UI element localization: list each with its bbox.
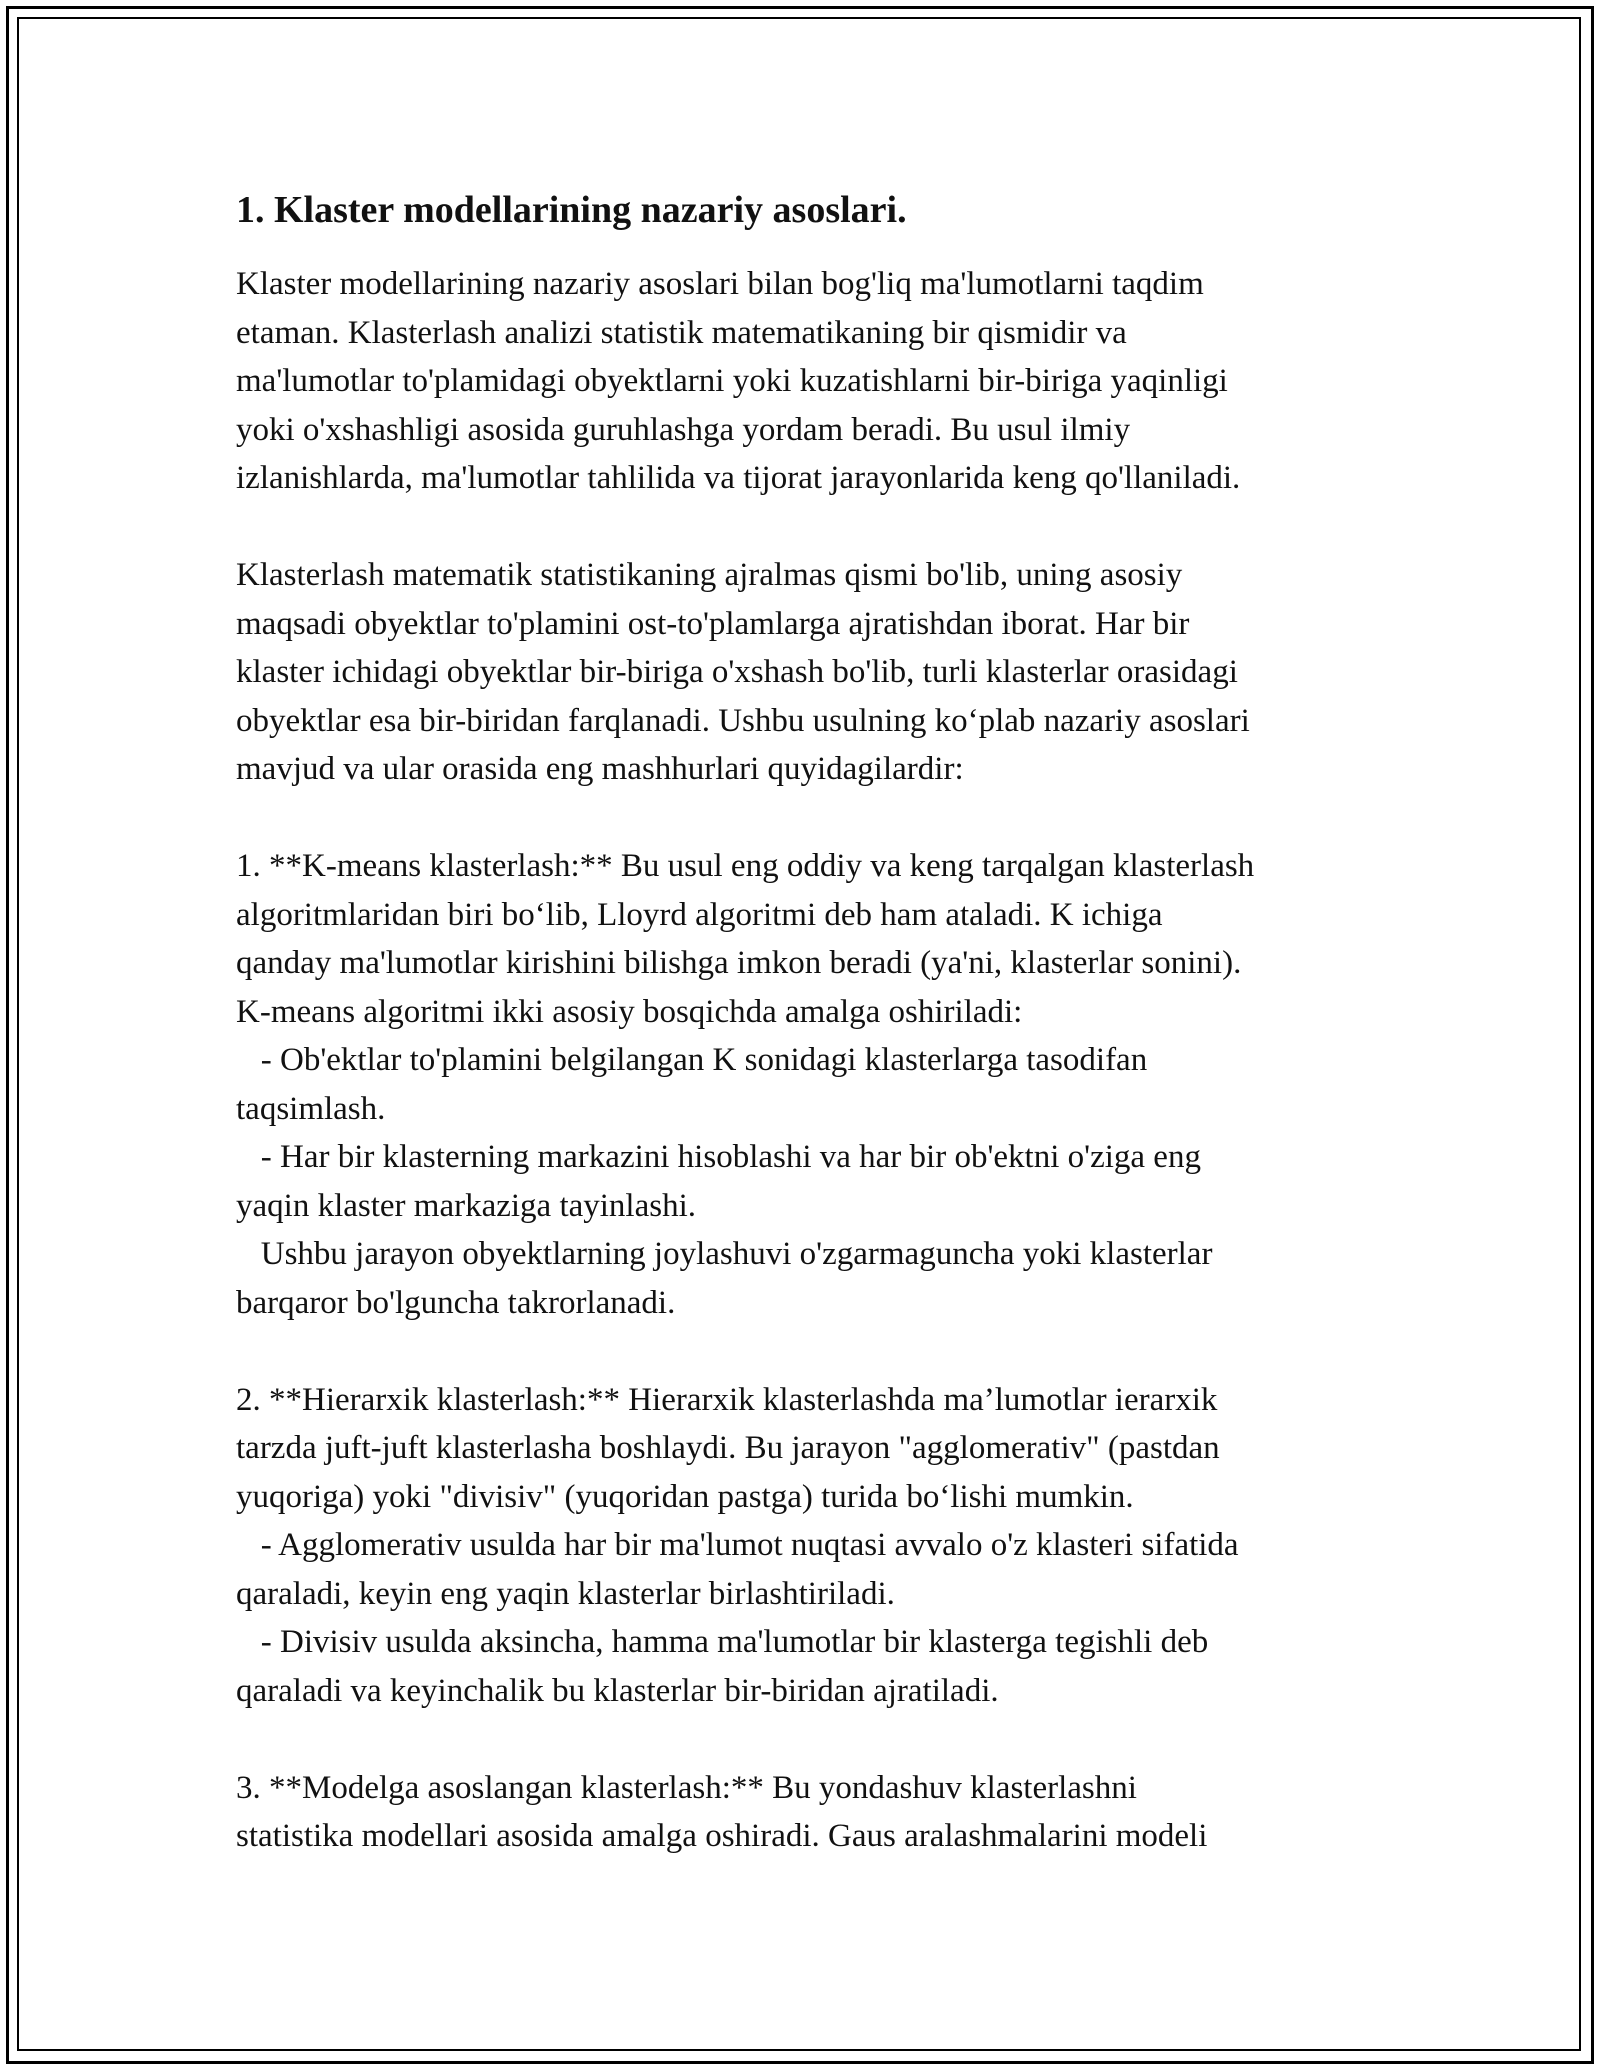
text-line: 1. **K-means klasterlash:** Bu usul eng oddiy va keng tarqalgan klasterlash [236, 848, 1255, 884]
text-line: - Agglomerativ usulda har bir ma'lumot nuqtasi avvalo o'z klasteri sifatida [236, 1527, 1239, 1563]
text-line: statistika modellari asosida amalga oshiradi. Gaus aralashmalarini modeli [236, 1818, 1208, 1854]
text-line: barqaror bo'lguncha takrorlanadi. [236, 1284, 676, 1321]
paragraph-hierarchical [236, 1376, 1386, 1716]
paragraph-kmeans [236, 842, 1386, 1327]
text-line: etaman. Klasterlash analizi statistik matematikaning bir qismidir va [236, 314, 1127, 351]
text-line: qanday ma'lumotlar kirishini bilishga imkon beradi (ya'ni, klasterlar sonini). [236, 945, 1242, 981]
text-line: mavjud va ular orasida eng mashhurlari quyidagilardir: [236, 751, 964, 787]
text-line: taqsimlash. [236, 1090, 386, 1127]
text-line: yaqin klaster markaziga tayinlashi. [236, 1187, 697, 1224]
document-body [236, 186, 1386, 1909]
text-line: yoki o'xshashligi asosida guruhlashga yordam beradi. Bu usul ilmiy [236, 411, 1131, 448]
section-heading: 1. Klaster modellarining nazariy asoslari. [236, 189, 907, 231]
text-line: Klaster modellarining nazariy asoslari bilan bog'liq ma'lumotlarni taqdim [236, 266, 1204, 302]
text-line: K-means algoritmi ikki asosiy bosqichda amalga oshiriladi: [236, 993, 1023, 1030]
text-line: - Divisiv usulda aksincha, hamma ma'lumotlar bir klasterga tegishli deb [236, 1624, 1209, 1660]
text-line: 2. **Hierarxik klasterlash:** Hierarxik klasterlashda ma’lumotlar ierarxik [236, 1381, 1218, 1418]
text-line: klaster ichidagi obyektlar bir-biriga o'xshash bo'lib, turli klasterlar orasidagi [236, 654, 1238, 690]
paragraph-intro [236, 260, 1386, 503]
text-line: ma'lumotlar to'plamidagi obyektlarni yoki kuzatishlarni bir-biriga yaqinligi [236, 363, 1228, 399]
text-line: izlanishlarda, ma'lumotlar tahlilida va tijorat jarayonlarida keng qo'llaniladi. [236, 460, 1241, 496]
paragraph-model-based [236, 1764, 1386, 1861]
text-line: algoritmlaridan biri bo‘lib, Lloyrd algoritmi deb ham ataladi. K ichiga [236, 896, 1163, 933]
text-line: tarzda juft-juft klasterlasha boshlaydi. Bu jarayon "agglomerativ" (pastdan [236, 1430, 1220, 1466]
text-line: qaraladi, keyin eng yaqin klasterlar birlashtiriladi. [236, 1575, 895, 1612]
text-line: maqsadi obyektlar to'plamini ost-to'plamlarga ajratishdan iborat. Har bir [236, 605, 1190, 642]
text-line: qaraladi va keyinchalik bu klasterlar bir-biridan ajratiladi. [236, 1672, 999, 1709]
text-line: - Har bir klasterning markazini hisoblashi va har bir ob'ektni o'ziga eng [236, 1139, 1201, 1175]
text-line: yuqoriga) yoki "divisiv" (yuqoridan pastga) turida bo‘lishi mumkin. [236, 1478, 1134, 1515]
text-line: 3. **Modelga asoslangan klasterlash:** Bu yondashuv klasterlashni [236, 1769, 1137, 1806]
text-line: obyektlar esa bir-biridan farqlanadi. Ushbu usulning ko‘plab nazariy asoslari [236, 702, 1250, 739]
text-line: Ushbu jarayon obyektlarning joylashuvi o'zgarmaguncha yoki klasterlar [236, 1236, 1213, 1272]
paragraph-overview [236, 551, 1386, 794]
text-line: - Ob'ektlar to'plamini belgilangan K sonidagi klasterlarga tasodifan [236, 1042, 1148, 1078]
text-line: Klasterlash matematik statistikaning ajralmas qismi bo'lib, uning asosiy [236, 557, 1183, 593]
